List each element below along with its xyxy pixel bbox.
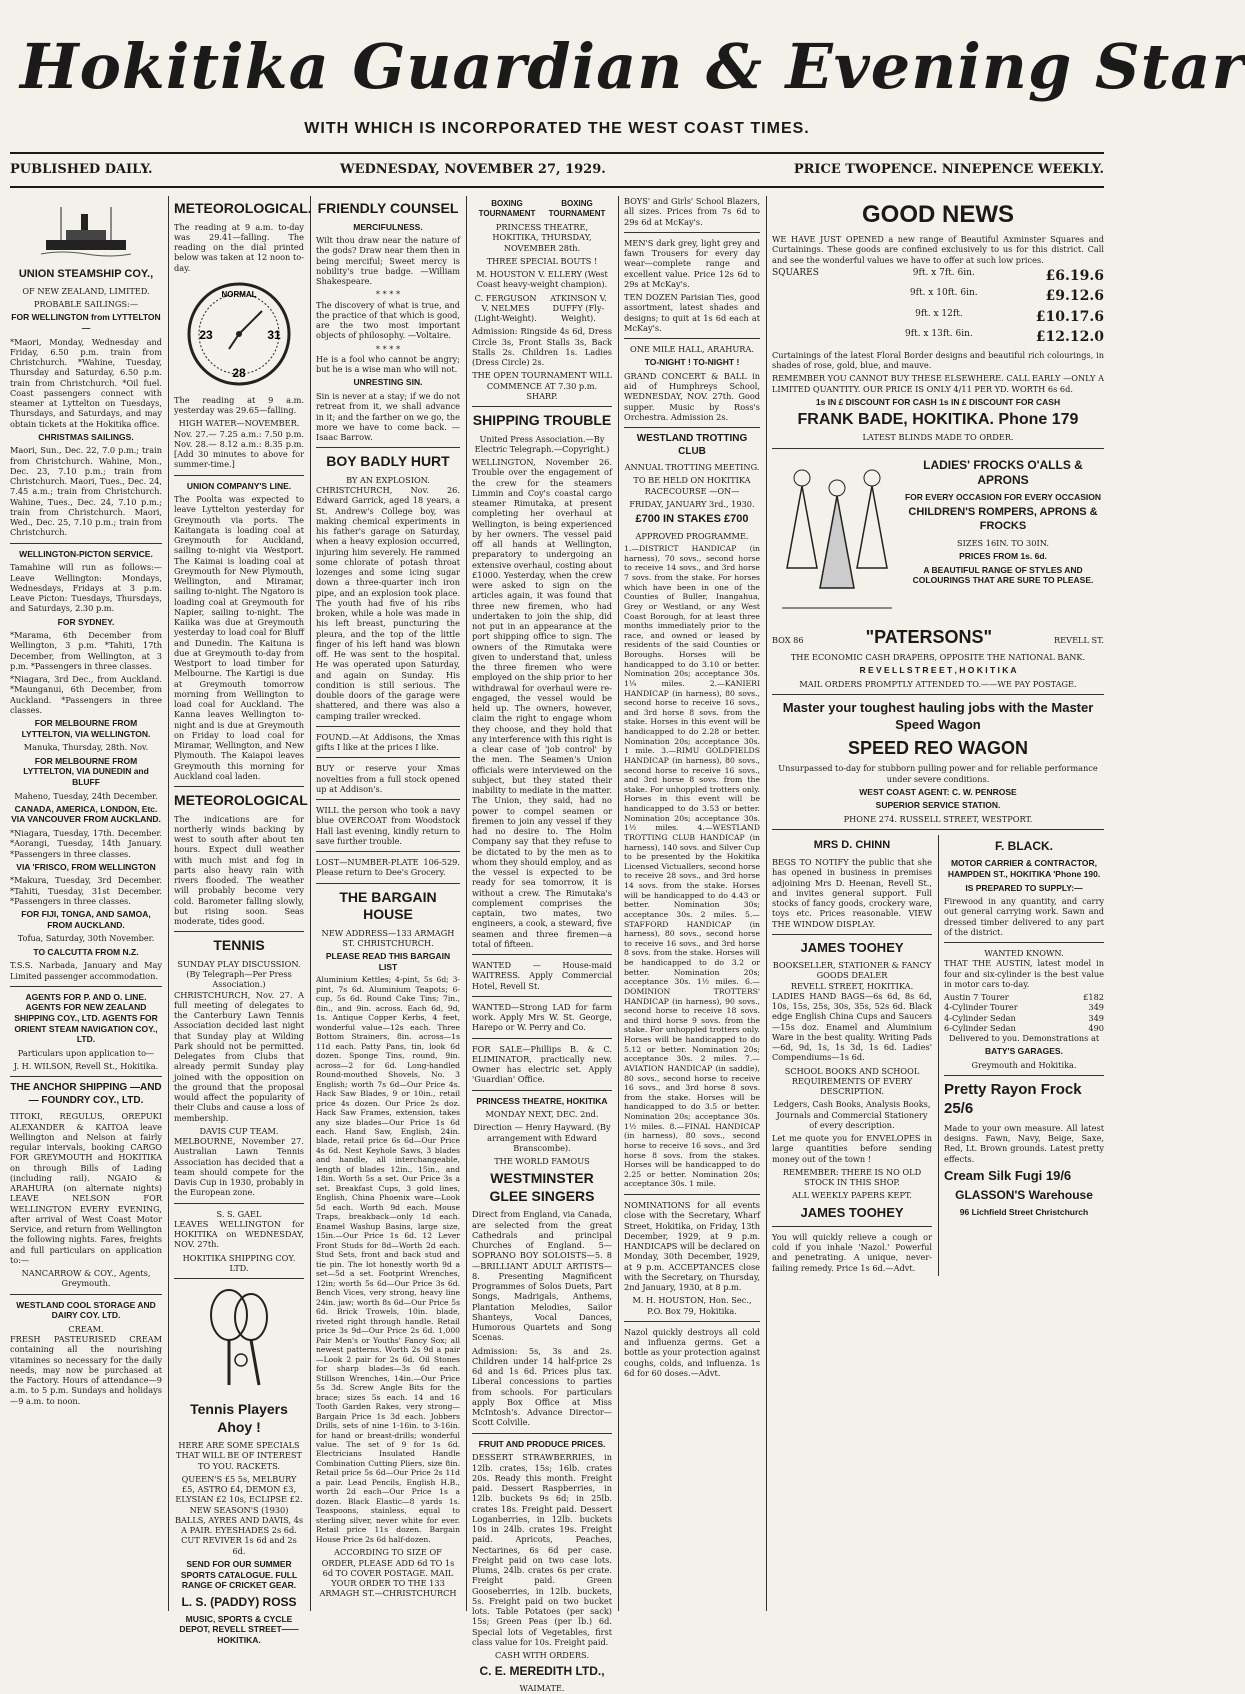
melbourne1-heading: FOR MELBOURNE FROM LYTTELTON, VIA WELLINGTON. xyxy=(21,718,151,739)
princess-date: MONDAY NEXT, DEC. 2nd. xyxy=(485,1109,599,1120)
superior-station: SUPERIOR SERVICE STATION. xyxy=(875,800,1001,811)
stars-divider: * * * * xyxy=(375,289,401,300)
remember-old-stock: REMEMBER: THERE IS NO OLD STOCK IN THIS SHOP. xyxy=(782,1166,922,1187)
chinn-heading: MRS D. CHINN xyxy=(813,839,891,852)
wanted-lad: WANTED—Strong LAD for farm work. Apply Mrs W. St. George, Harepo or W. Perry and Co. xyxy=(472,1001,612,1033)
anchor-heading: THE ANCHOR SHIPPING —AND— FOUNDRY COY., LTD. xyxy=(10,1082,162,1106)
divider xyxy=(624,427,760,428)
frisco-text: *Makura, Tuesday, 3rd December. *Tahiti, Tuesday, 31st December. *Passengers in three classes. xyxy=(10,875,162,906)
handbags-text: LADIES HAND BAGS—6s 6d, 8s 6d, 10s, 15s, 25s, 30s, 35s, 52s 6d. Black edge English China Cups and Saucers—15s doz. Enamel and Aluminium Ware in the best quality. Writing Pads—6d, 9d, 1s, 1s 3d, 1s 6d. Ladies' Compendiums—1s 6d. xyxy=(772,990,932,1063)
childrens-heading: CHILDREN'S ROMPERS, APRONS & FROCKS xyxy=(908,506,1098,532)
high-water-text: Nov. 27.— 7.25 a.m.: 7.50 p.m. Nov. 28.— 8.12 a.m.: 8.35 p.m. [Add 30 minutes to above for summer-time.] xyxy=(174,428,304,470)
nazol-ad-2: You will quickly relieve a cough or cold if you inhale 'Nazol.' Powerful and penetrating. A unique, never-failing remedy. Price 1s 6d.—Advt. xyxy=(772,1231,932,1273)
divider xyxy=(316,883,460,884)
ladies-sub: FOR EVERY OCCASION FOR EVERY OCCASION xyxy=(904,491,1101,502)
meteorological-2-heading: METEOROLOGICAL xyxy=(174,792,308,809)
wilson-text: J. H. WILSON, Revell St., Hokitika. xyxy=(13,1061,159,1072)
car-name: 4-Cylinder Sedan xyxy=(944,1012,1016,1023)
friendly-counsel-heading: FRIENDLY COUNSEL xyxy=(317,200,459,216)
gael-text: LEAVES WELLINGTON for HOKITIKA on WEDNESDAY, NOV. 27th. xyxy=(174,1218,304,1250)
newspaper-subtitle: WITH WHICH IS INCORPORATED THE WEST COAST TIMES. xyxy=(304,120,810,137)
bouts-text: THREE SPECIAL BOUTS ! xyxy=(486,255,598,266)
column-boxing xyxy=(472,196,612,1694)
column-advertisements xyxy=(772,196,1104,1611)
divider xyxy=(472,996,612,997)
nancarrow-text: NANCARROW & COY., Agents, Greymouth. xyxy=(21,1268,151,1289)
xmas-text: Maori, Sun., Dec. 22, 7.0 p.m.; train from Christchurch. Wahine, Mon., Dec. 23, 7.10 p.m.; train from Christchurch. Maori, Tues., Dec. 24, 7.45 a.m.; train from Christchurch. Wahine, Tues., Dec. 24, 7.10 p.m.; train from Christchurch. Maori, Wed., Dec. 25, 7.10 p.m.; train from Christchurch. xyxy=(10,445,162,538)
boy-hurt-heading: BOY BADLY HURT xyxy=(326,453,450,470)
union-steamship-heading: UNION STEAMSHIP COY., xyxy=(18,268,154,280)
xmas-heading: CHRISTMAS SAILINGS. xyxy=(38,431,134,442)
squares-price-list xyxy=(772,268,1104,347)
prepared-text: IS PREPARED TO SUPPLY:— xyxy=(965,882,1083,893)
square-price: £12.12.0 xyxy=(1035,329,1104,346)
dial-left-label: 23 xyxy=(199,327,213,342)
open-text: THE OPEN TOURNAMENT WILL COMMENCE AT 7.30 p.m. SHARP. xyxy=(472,370,612,401)
dateline xyxy=(10,160,1104,182)
discount-text: 1s IN £ DISCOUNT FOR CASH 1s IN £ DISCOUNT FOR CASH xyxy=(815,396,1061,407)
found-text: FOUND.—At Addisons, the Xmas gifts I like at the prices I like. xyxy=(316,731,460,752)
issue-date: WEDNESDAY, NOVEMBER 27, 1929. xyxy=(340,162,606,177)
approved-programme: APPROVED PROGRAMME. xyxy=(635,530,749,541)
unresting-text: Sin is never at a stay; if we do not retreat from it, we shall advance in it; and the farther on we go, the more we have to come back. —Isaac Barrow. xyxy=(316,391,460,442)
car-price: 349 xyxy=(1088,1002,1104,1013)
houston-secretary: M. H. HOUSTON, Hon. Sec., P.O. Box 79, Hokitika. xyxy=(632,1295,752,1316)
masthead-rule-top xyxy=(10,152,1104,154)
square-price-row xyxy=(772,268,1104,286)
bargain-list-heading: PLEASE READ THIS BARGAIN LIST xyxy=(325,951,451,972)
divider xyxy=(316,447,460,448)
programme-text: 1.—DISTRICT HANDICAP (in harness), 70 sovs., second horse to receive 14 sovs., and 3rd horse 7 sovs. from the stake. For horses which have been in one of the Counties of Buller, Inangahua, Grey or Westland, or any West Coast Borough, for at least three months immediately prior to the race, and owned or leased by residents of the said Counties or Boroughs. Horses will be handicapped to do 3.10 or better. Nomination 20s; acceptance 30s. 1¼ miles. 2.—KANIERI HANDICAP (in harness), 80 sovs., second horse to receive 16 sovs., and 3rd horse 8 sovs. from the stake. Horses in this event will be handicapped to do 2.28 or better. Nomination 20s; acceptance 30s. 1 mile. 3.—RIMU GOLDFIELDS HANDICAP (in harness), 80 sovs., second horse to receive 16 sovs., and 3rd horse 8 sovs. from the stake. For unhoppled trotters only. Horses in this event will be handicapped to do 3.53 or better. Nomination 20s; acceptance 30s. 1½ miles. 4.—WESTLAND TROTTING CLUB HANDICAP (in harness), 140 sovs. and Silver Cup to be presented by the Hokitika Licensed Victuallers, second horse to receive 28 sovs., and 3rd horse 14 sovs. from the stake. Horses will be handicapped to do 4.43 or better. Nomination 30s; acceptance 30s. 2 miles. 5.—STAFFORD HANDICAP (in harness), 80 sovs., second horse to receive 16 sovs., and 3rd horse 8 sovs. from the stake. Horses will be handicapped to do 3.2 or better. Nomination 20s; acceptance 30s. 1½ miles. 6.—DOMINION TROTTERS' HANDICAP (in harness), 90 sovs., second horse to receive 18 sovs. and third horse 9 sovs. from the stake. For unhoppled trotters only. Horses will be handicapped to do 5.12 or better. Nomination 20s; acceptance 30s. 2 miles. 7.—AVIATION HANDICAP (in saddle), 80 sovs., second horse to receive 16 sovs., and 3rd horse 8 sovs. from the stake. Horses will be handicapped to do 3.5 or better. Nomination 20s; acceptance 30s. 1½ miles. 8.—FINAL HANDICAP (in harness), 80 sovs., second horse to receive 16 sovs., and 3rd horse 8 sovs. from the stakes. Horses will be handicapped to do 2.25 or better. Nomination 20s; acceptance 30s. 1 mile. xyxy=(624,544,760,1189)
divider xyxy=(174,475,304,476)
divider xyxy=(624,1194,760,1195)
squares-label xyxy=(772,309,842,327)
agents-text: AGENTS FOR P. AND O. LINE. AGENTS FOR NEW ZEALAND SHIPPING COY., LTD. AGENTS FOR ORIENT STEAM NAVIGATION COY., LTD. xyxy=(14,991,158,1045)
patersons-row xyxy=(772,622,1104,653)
canada-heading: CANADA, AMERICA, LONDON, Etc. VIA VANCOUVER FROM AUCKLAND. xyxy=(11,803,161,825)
fiji-heading: FOR FIJI, TONGA, AND SAMOA, FROM AUCKLAND. xyxy=(21,909,151,930)
school-books-text: SCHOOL BOOKS AND SCHOOL REQUIREMENTS OF EVERY DESCRIPTION. xyxy=(784,1065,920,1096)
tennis-players-text: HERE ARE SOME SPECIALS THAT WILL BE OF INTEREST TO YOU. RACKETS. xyxy=(176,1440,302,1471)
waimate-text: WAIMATE. xyxy=(519,1683,565,1694)
divider xyxy=(174,786,304,787)
rackets-text: QUEEN'S £5 5s, MELBURY £5, ASTRO £4, DEMON £3, ELYSIAN £2 10s, ECLIPSE £2. NEW SEASON'S (1930) BALLS, AYRES AND DAVIS, 4s A PAIR. EYESHADES 2s 6d. CUT REVIVER 1s 6d and 2s 6d. xyxy=(174,1473,304,1556)
wanted-known: WANTED KNOWN. xyxy=(984,948,1064,959)
divider xyxy=(944,1075,1104,1076)
cream-text: FRESH PASTEURISED CREAM containing all the nourishing vitamines so necessary for the daily needs, may now be purchased at the Factory. Hours of attendance—9 a.m. to 5 p.m. Sundays and holidays—9 a.m. to noon. xyxy=(10,1334,162,1406)
car-price-row xyxy=(944,1013,1104,1023)
merciful-text: Wilt thou draw near the nature of the gods? Draw near them then in being merciful; Sweet mercy is nobility's true badge. —William Shakespeare. xyxy=(316,235,460,287)
car-price: 349 xyxy=(1088,1012,1104,1023)
boy-hurt-sub: BY AN EXPLOSION. xyxy=(346,474,430,485)
westland-cool-heading: WESTLAND COOL STORAGE AND DAIRY COY. LTD. xyxy=(16,1299,156,1321)
divider xyxy=(772,934,932,935)
divider xyxy=(10,1294,162,1295)
car-name: 6-Cylinder Sedan xyxy=(944,1022,1016,1033)
held-on: TO BE HELD ON HOKITIKA RACECOURSE —ON— xyxy=(633,475,751,496)
column-divider xyxy=(618,196,619,1611)
nazol-ad: Nazol quickly destroys all cold and influenza germs. Get a bottle as your protection against coughs, colds, and influenza. 1s 6d for 60 doses.—Advt. xyxy=(624,1326,760,1378)
merciful-heading: MERCIFULNESS. xyxy=(353,221,423,232)
column-shipping xyxy=(10,196,162,1611)
divider xyxy=(624,232,760,233)
fool-text: He is a fool who cannot be angry; but he is a wise man who will not. xyxy=(316,353,460,375)
masthead xyxy=(0,0,1245,190)
dial-right-label: 31 xyxy=(267,327,281,342)
princess-direction: Direction — Henry Hayward. (By arrangement with Edward Branscombe). xyxy=(473,1122,611,1153)
ferguson-bout: C. FERGUSON V. NELMES (Light-Weight). xyxy=(474,292,537,323)
car-price-row xyxy=(944,1002,1104,1012)
car-price-row xyxy=(944,992,1104,1002)
square-price: £6.19.6 xyxy=(1045,267,1104,284)
tennis-text: CHRISTCHURCH, Nov. 27. A full meeting of delegates to the Canterbury Lawn Tennis Association decided last night that Sunday play at Wilding Park should not be permitted. Delegates from Clubs that already permit Sunday play joined with the opposition on the ground that the proposal would affect the popularity of their Clubs and cause a loss of membership. xyxy=(174,989,304,1123)
canada-text: *Niagara, Tuesday, 17th. December. *Aorangi, Tuesday, 14th January. *Passengers in three classes. xyxy=(10,828,162,859)
tennis-players-heading: Tennis Players Ahoy ! xyxy=(190,1401,288,1435)
princess-heading: PRINCESS THEATRE, HOKITIKA xyxy=(476,1095,608,1106)
austin-text: THAT THE AUSTIN, latest model in four and six-cylinder is the best value in motor cars to-day. xyxy=(944,958,1104,989)
melbourne2-heading: FOR MELBOURNE FROM LYTTELTON, VIA DUNEDIN and BLUFF xyxy=(23,755,149,787)
picton-heading: WELLINGTON-PICTON SERVICE. xyxy=(19,548,153,559)
firewood-text: Firewood in any quantity, and carry out general carrying work. Sawn and dressed timber delivered to any part of the district. xyxy=(944,896,1104,937)
world-famous: THE WORLD FAMOUS xyxy=(494,1156,590,1167)
union-line-text: The Poolta was expected to leave Lyttelton yesterday for Greymouth via ports. The Kaitangata is loading coal at Greymouth for Auckland, sailing to-night via Westport. The Kaimai is loading coal at Greymouth for New Plymouth, Wellington, and Miramar, sailing to-night. The Ngatoro is loading coal at Greymouth for Napier, sailing to-night. The Kaiika was due at Greymouth yesterday to load coal for Bluff and Dunedin. The Kaituna is due at Greymouth to-day from Westport to load timber for Melbourne. The Kartigi is due at Greymouth tomorrow morning from Wellington to load coal for Auckland. The Kanna leaves Wellington to-night and is due at Greymouth on Friday to load coal for Miramar, Wellington, and New Plymouth. The Kaiapoi leaves Greymouth this morning for Auckland coal laden. xyxy=(174,494,304,781)
apply-text: Particulars upon application to— xyxy=(17,1047,155,1058)
column-divider xyxy=(466,196,467,1611)
black-glassons-column xyxy=(938,835,1104,1276)
steamship-icon xyxy=(41,202,131,262)
westminster-heading: WESTMINSTER GLEE SINGERS xyxy=(489,1170,595,1204)
car-price: 490 xyxy=(1088,1022,1104,1033)
divider xyxy=(944,942,1104,943)
good-news-heading: GOOD NEWS xyxy=(861,201,1014,228)
nominations-text: NOMINATIONS for all events close with the Secretary, Wharf Street, Hokitika, on Friday, 13th December, 1929, at 9 p.m. HANDICAPS will be declared on Monday, 30th December, 1929, at 9 p.m. ACCEPTANCES close with the Secretary, on Thursday, 2nd January, 1930, at 8 p.m. xyxy=(624,1200,760,1292)
column-divider xyxy=(310,196,311,1611)
curtain-text: Curtainings of the latest Floral Border designs and beautiful rich colourings, in shades of rose, gold, blue, and mauve. xyxy=(772,349,1104,370)
meteorological-heading: METEOROLOGICAL. xyxy=(174,200,312,216)
speed-reo-heading: SPEED REO WAGON xyxy=(847,737,1029,758)
toohey-address: REVELL STREET, HOKITIKA. xyxy=(790,980,914,991)
divider xyxy=(316,799,460,800)
glee-text: Direct from England, via Canada, are selected from the great Cathedrals and principal Churches of England. 5—SOPRANO BOY SOLOISTS—5. 8—BRILLIANT ADULT ARTISTS—8. Presenting Magnificent Programmes of Solos Duets, Part Songs, Madrigals, Anthems, Plantation Melodies, Sailor Shanteys, Vocal Dances, Humorous Quartets and Song Scenas. xyxy=(472,1209,612,1343)
car-price-row xyxy=(944,1023,1104,1033)
squares-label xyxy=(772,329,842,347)
newspaper-title: Hokitika Guardian & Evening Star xyxy=(20,30,1245,103)
sizes-text: SIZES 16IN. TO 30IN. xyxy=(957,537,1049,548)
high-water-heading: HIGH WATER—NOVEMBER. xyxy=(178,418,300,429)
square-price-row xyxy=(772,309,1104,327)
frisco-heading: VIA 'FRISCO, FROM WELLINGTON xyxy=(16,861,156,872)
column-meteorological xyxy=(174,196,312,1645)
greymouth-text: Greymouth and Hokitika. xyxy=(971,1060,1077,1070)
divider xyxy=(772,829,1104,830)
column-trotting xyxy=(624,196,760,1611)
fiji-text: Tofua, Saturday, 30th November. xyxy=(17,933,155,944)
economic-drapers: THE ECONOMIC CASH DRAPERS, OPPOSITE THE NATIONAL BANK. xyxy=(790,652,1086,663)
tonight-text: TO-NIGHT ! TO-NIGHT ! xyxy=(644,357,740,368)
grand-concert: GRAND CONCERT & BALL in aid of Humphreys School, WEDNESDAY, NOV. 27th. Good supper. Music by Ross's Orchestra. Admission 2s. xyxy=(624,370,760,422)
tennis-racket-icon xyxy=(199,1285,279,1395)
boxing-sub: PRINCESS THEATRE, HOKITIKA, THURSDAY, NOVEMBER 28th. xyxy=(492,222,592,253)
admission-text: Admission: Ringside 4s 6d, Dress Circle 3s, Front Stalls 3s, Back Stalls 2s. Children 1s. Ladies (Dress Circle) 2s. xyxy=(472,326,612,367)
cash-text: CASH WITH ORDERS. xyxy=(495,1650,589,1660)
frank-bade-heading: FRANK BADE, HOKITIKA. Phone 179 xyxy=(797,411,1079,429)
square-size: 9ft. x 10ft. 6in. xyxy=(909,288,978,299)
sydney-text: *Marama, 6th December from Wellington, 3 p.m. *Tahiti, 17th December, from Wellington, at 3 p.m. *Passengers in three classes. xyxy=(10,630,162,671)
lichfield-text: 96 Lichfield Street Christchurch xyxy=(959,1207,1089,1217)
divider xyxy=(624,1321,760,1322)
envelopes-text: Let me quote you for ENVELOPES in large quantities before sending money out of the town ! xyxy=(772,1133,932,1164)
batys-garages: BATY'S GARAGES. xyxy=(985,1046,1063,1057)
boxing-headings xyxy=(472,196,612,222)
tennis-sub: SUNDAY PLAY DISCUSSION. xyxy=(177,958,301,969)
davis-heading: DAVIS CUP TEAM. xyxy=(199,1125,279,1136)
stakes-heading: £700 IN STAKES £700 xyxy=(635,513,749,526)
fruit-heading: FRUIT AND PRODUCE PRICES. xyxy=(478,1438,606,1449)
divider xyxy=(772,694,1104,695)
car-name: Austin 7 Tourer xyxy=(944,992,1009,1003)
wellington-text: *Maori, Monday, Wednesday and Friday, 6.50 p.m. train from Christchurch. *Wahine, Tuesday, Thursday and Saturday, 6.50 p.m. train from Christchurch. *Oil fuel. Coast passengers connect with steamer at Lyttelton on Tuesdays, Thursdays, and Saturdays, and may obtain tickets at the Hokitika office. xyxy=(10,336,162,429)
blinds-text: LATEST BLINDS MADE TO ORDER. xyxy=(862,432,1014,443)
chinn-toohey-column xyxy=(772,835,932,1276)
divider xyxy=(472,406,612,407)
divider xyxy=(624,338,760,339)
bargain-address: NEW ADDRESS—133 ARMAGH ST. CHRISTCHURCH. xyxy=(321,927,455,948)
column-divider xyxy=(168,196,169,1611)
divider xyxy=(472,1433,612,1434)
stars-divider: * * * * xyxy=(375,343,401,354)
for-sale: FOR SALE—Phillips B. & C. ELIMINATOR, practically new. Owner has electric set. Apply 'Guardian' Office. xyxy=(472,1043,612,1085)
bottom-ads xyxy=(772,835,1104,1276)
shipping-trouble-heading: SHIPPING TROUBLE xyxy=(472,412,612,428)
column-divider xyxy=(766,196,767,1611)
ten-dozen-ties: TEN DOZEN Parisian Ties, good assortment, latest shades and designs; to quit at 1s 6d each at McKay's. xyxy=(624,292,760,333)
square-size: 9ft. x 13ft. 6in. xyxy=(905,329,973,340)
divider xyxy=(316,851,460,852)
divider xyxy=(472,1038,612,1039)
annual-meeting: ANNUAL TROTTING MEETING. xyxy=(624,462,760,473)
mail-orders: MAIL ORDERS PROMPTLY ATTENDED TO.——WE PAY POSTAGE. xyxy=(799,679,1077,689)
niagara-text: *Niagara, 3rd Dec., from Auckland. *Maunganui, 6th December, from Auckland. *Passengers in three classes. xyxy=(10,674,162,715)
chinn-text: BEGS TO NOTIFY the public that she has opened in business in premises adjoining Mrs D. Heenan, Revell St., and invites general support. Full stocks of fancy goods, crockery ware, toys etc. Prices reasonable. VIEW THE WINDOW DISPLAY. xyxy=(772,857,932,929)
divider xyxy=(10,986,162,987)
patersons-ad xyxy=(772,454,1104,622)
column-friendly-counsel xyxy=(316,196,460,1611)
toohey-heading: JAMES TOOHEY xyxy=(800,939,904,955)
remember-text: REMEMBER YOU CANNOT BUY THESE ELSEWHERE. CALL EARLY —ONLY A LIMITED QUANTITY. OUR PRICE IS ONLY 4/11 PER YD. WORTH 6s 6d. xyxy=(772,373,1104,394)
divider xyxy=(472,954,612,955)
bouts-row xyxy=(472,293,612,327)
divider xyxy=(10,1076,162,1077)
dial-top-label: NORMAL xyxy=(221,289,257,299)
picton-text: Tamahine will run as follows:— Leave Wellington: Mondays, Wednesdays, Fridays at 3 p.m. Leave Picton: Tuesdays, Thursdays, and Saturdays, 2.30 p.m. xyxy=(10,562,162,614)
box-number: BOX 86 xyxy=(772,634,804,645)
pretty-text: Made to your own measure. All latest designs. Fawn, Navy, Beige, Saxe, Red, Lt. Brown grounds. Latest pretty effects. xyxy=(944,1122,1104,1164)
black-sub: MOTOR CARRIER & CONTRACTOR, HAMPDEN ST., HOKITIKA 'Phone 190. xyxy=(947,858,1101,879)
delivered-text: Delivered to you. Demonstrations at xyxy=(948,1033,1100,1044)
bargain-footer: ACCORDING TO SIZE OF ORDER, PLEASE ADD 6d TO 1s 6d TO COVER POSTAGE. MAIL YOUR ORDER TO THE 133 ARMAGH ST.—CHRISTCHURCH xyxy=(319,1547,457,1599)
lost-text: LOST—NUMBER-PLATE 106-529. Please return to Dee's Grocery. xyxy=(316,857,460,878)
cream-silk-heading: Cream Silk Fugi 19/6 xyxy=(944,1167,1072,1183)
ledgers-text: Ledgers, Cash Books, Analysis Books, Journals and Commercial Stationery of every description. xyxy=(773,1099,931,1130)
wanted-housemaid: WANTED — House-maid WAITRESS. Apply Commercial Hotel, Revell St. xyxy=(472,960,612,991)
square-price: £9.12.6 xyxy=(1045,288,1104,305)
meteorological-text-2: The reading at 9 a.m. yesterday was 29.65—falling. xyxy=(174,394,304,415)
divider xyxy=(10,543,162,544)
unsurpassed-text: Unsurpassed to-day for stubborn pulling power and for reliable performance under severe conditions. xyxy=(778,763,1098,784)
beautiful-range-text: A BEAUTIFUL RANGE OF STYLES AND COLOURINGS THAT ARE SURE TO PLEASE. xyxy=(912,564,1094,586)
ladies-figures-illustration xyxy=(772,458,902,618)
square-size: 9ft. x 12ft. xyxy=(915,308,963,319)
car-price: £182 xyxy=(1083,992,1104,1003)
melbourne2-text: Maheno, Tuesday, 24th December. xyxy=(14,790,158,801)
tennis-heading: TENNIS xyxy=(213,937,265,954)
master-heading: Master your toughest hauling jobs with the Master Speed Wagon xyxy=(782,700,1094,732)
square-size: 9ft. x 7ft. 6in. xyxy=(912,267,975,278)
divider xyxy=(772,448,1104,449)
divider xyxy=(174,1278,304,1279)
meteorological-text: The reading at 9 a.m. to-day was 29.41—falling. The reading on the dial printed below was taken at 12 noon to-day. xyxy=(174,221,304,273)
black-heading: F. BLACK. xyxy=(995,839,1053,854)
cream-heading: CREAM. xyxy=(68,1323,104,1334)
issue-price: PRICE TWOPENCE. NINEPENCE WEEKLY. xyxy=(793,162,1104,177)
cars-price-list xyxy=(944,992,1104,1033)
union-line-heading: UNION COMPANY'S LINE. xyxy=(186,480,292,491)
shipping-text: WELLINGTON, November 26. Trouble over the engagement of the crew for the steamers Limmin and Coy's coastal cargo steamer Rimutaka, at present completing her overhaul at Wellington, is being experienced by her owners. The vessel paid off all hands at Wellington, preparatory to undergoing an extensive overhaul, costing about £1000. Yesterday, when the crew were asked to sign on the articles again, it was found that three new firemen, who had undertaken to join the ship, did not put in an appearance at the port shipping office to sign. The owners of the Rimutaka were given to understand that, unless the three firemen who were employed on the ship prior to her withdrawal for overhaul were re-engaged, the vessel would be held up. The owners, however, claim the right to engage whom they choose, and they hold that any interference with this right is a clear case of 'job control' by the men. The Seamen's Union officials were interviewed on the subject, but they stated their inability to mediate in the matter. The Union, they said, had no power to compel seamen or firemen to join any vessel if they had no desire to. The Holm Company say that they refuse to be dictated to by the men as to whom they should employ, and as the vessel is expected to be ready for sea tomorrow, it is without a crew. The Rimutaka's complement comprises the captain, two mates, two engineers, a cook, a steward, five seamen and three firemen—a total of fifteen. xyxy=(472,457,612,949)
gael-company: HOKITIKA SHIPPING COY. LTD. xyxy=(182,1252,296,1273)
revell-hokitika: R E V E L L S T R E E T , H O K I T I K A xyxy=(859,665,1017,676)
sydney-heading: FOR SYDNEY. xyxy=(57,616,115,627)
gael-heading: S. S. GAEL xyxy=(216,1208,262,1219)
square-price-row xyxy=(772,329,1104,347)
barometer-dial-icon xyxy=(184,279,294,389)
divider xyxy=(174,1203,304,1204)
masthead-rule-bottom xyxy=(10,186,1104,188)
squares-label: SQUARES xyxy=(772,267,819,278)
anchor-text: TITOKI, REGULUS, OREPUKI ALEXANDER & KAITOA leave Wellington and Nelson at fairly regular intervals, booking CARGO FOR GREYMOUTH and HOKITIKA on through Bills of Lading (including rail). NGAIO & ARAHURA (on alternate nights) LEAVE NELSON FOR WELLINGTON EVERY EVENING, after arrival of West Coast Motor Service, and return from Wellington the following nights. Fares, freights and full particulars on application to:— xyxy=(10,1111,162,1265)
union-steamship-sub: OF NEW ZEALAND, LIMITED. xyxy=(22,285,150,296)
sailings-heading: PROBABLE SAILINGS:— xyxy=(33,299,139,309)
hall-heading: ONE MILE HALL, ARAHURA. xyxy=(630,344,754,354)
pretty-rayon-heading: Pretty Rayon Frock 25/6 xyxy=(944,1081,1082,1117)
ladies-frocks-heading: LADIES' FROCKS O'ALLS & APRONS xyxy=(923,457,1083,487)
ross-heading: L. S. (PADDY) ROSS xyxy=(181,1594,297,1609)
patersons-heading: "PATERSONS" xyxy=(865,626,993,647)
meteorological-2-text: The indications are for northerly winds backing by west to south after about ten hours. Expect dull weather with much mist and fog in parts also heavy rain with rivers flooded. The weather will probably become very cold. Barometer falling slowly, but rising soon. Seas moderate, tides good. xyxy=(174,813,304,927)
revell-st: REVELL ST. xyxy=(1054,634,1104,645)
fruit-text: DESSERT STRAWBERRIES, in 12lb. crates, 15s; 16lb. crates 20s. Ready this month. Freight paid. Dessert Raspberries, in 12lb. buckets 9s 6d; in 25lb. crates 18s. Freight paid. Dessert Loganberries, in 12lb. buckets 10s in 24lb. crates 19s. Freight paid. Apricots, Peaches, Nectarines, 6s 6d per case. Freight paid on two case lots. Plums, 24lb. crates 6s per crate. Freight paid. Green Gooseberries, in 12lb. buckets, 5s. Freight paid on two bucket lots. Table Potatoes (per sack) 15s; Green Peas (per lb.) 6d. Special lots of Vegetables, first class value for 10s. Freight paid. xyxy=(472,1452,612,1647)
square-price: £10.17.6 xyxy=(1035,308,1104,325)
boxing-heading-2: BOXING TOURNAMENT xyxy=(548,199,606,218)
divider xyxy=(174,931,304,932)
boxing-heading-1: BOXING TOURNAMENT xyxy=(478,199,536,218)
trotting-heading: WESTLAND TROTTING CLUB xyxy=(636,433,748,457)
melbourne1-text: Manuka, Thursday, 28th. Nov. xyxy=(23,742,149,753)
car-name: 4-Cylinder Tourer xyxy=(944,1002,1018,1013)
catalogue-text: SEND FOR OUR SUMMER SPORTS CATALOGUE. FULL RANGE OF CRICKET GEAR. xyxy=(180,1558,298,1591)
divider xyxy=(316,726,460,727)
toohey-footer: JAMES TOOHEY xyxy=(800,1204,904,1220)
wellington-heading: FOR WELLINGTON from LYTTELTON— xyxy=(11,312,161,333)
unresting-heading: UNRESTING SIN. xyxy=(353,377,423,388)
houston-bout: M. HOUSTON V. ELLERY (West Coast heavy-weight champion). xyxy=(476,269,608,290)
will-text: WILL the person who took a navy blue OVERCOAT from Woodstock Hall last evening, kindly return to save further trouble. xyxy=(316,805,460,846)
boys-blazers: BOYS' and Girls' School Blazers, all sizes. Prices from 7s 6d to 29s 6d at McKay's. xyxy=(624,196,760,227)
divider xyxy=(472,1090,612,1091)
mens-trousers: MEN'S dark grey, light grey and fawn Trousers for every day wear—complete range and excellent value. Price 12s 6d to 29s at McKay's. xyxy=(624,237,760,289)
shipping-by: United Press Association.—By Electric Telegraph.—Copyright.) xyxy=(474,433,610,454)
davis-text: MELBOURNE, November 27. Australian Lawn Tennis Association has decided that a team should compete for the Davis Cup in 1930, probably in the European zone. xyxy=(174,1136,304,1198)
calcutta-heading: TO CALCUTTA FROM N.Z. xyxy=(33,946,139,957)
prices-from-text: PRICES FROM 1s. 6d. xyxy=(959,551,1047,561)
friday-date: FRIDAY, JANUARY 3rd., 1930. xyxy=(629,498,755,509)
glassons-heading: GLASSON'S Warehouse xyxy=(955,1188,1093,1202)
weekly-papers: ALL WEEKLY PAPERS KEPT. xyxy=(792,1190,912,1201)
toohey-sub: BOOKSELLER, STATIONER & FANCY GOODS DEALER xyxy=(772,960,932,981)
buy-text: BUY or reserve your Xmas novelties from a full stock opened up at Addison's. xyxy=(316,763,460,794)
bargain-text: Aluminium Kettles; 4-pint, 5s 6d; 3-pint, 7s 6d. Aluminium Teapots; 6-cup, 5s 6d. Round Cake Tins; 7in., 8in., and 9in. across. Each 6d, 9d, 1s. Antique Copper Kerbs, 4 feet, wonderful value—12s each. Three Bottom Strainers, 8in. across—1s 11d each. Patty Pans, tin, look 6d dozen. Sponge Tins, round, 9in. across—2 for 6d. Long-handled Round-mouthed Shovels, No. 3 English; worth 7s 6d—Our Price 4s. Hack Saw Blades, 9 or 10in., retail price 4s dozen. Our Price 2s doz. Hack Saw Frames, extension, takes any size blades—Our Price 1s 6d each. Hand Saw, English, 24in. blade, retail price 6s 6d—Our Price 4s 6d. Nest Keyhole Saws, 3 blades and handle, all interchangeable, length of blades 12in., 15in., and 18in. Worth 5s a set. Our Price 3s a set. Breakfast Cups, 3 gold lines, English, China Phoenix ware—Look 5d each. Worth 9d each. Mouse Traps, breakback—only 1d each. Enamel Washup Basins, large size, 15in.—Our Price 1s 6d. 12 Lever Front Studs for 8d—Worth 2d each. Stud Sets, front and back stud and tie pin. The lot honestly worth 9d a set—5d a set. Footprint Wrenches, 12in; worth 5s 6d—Our Price 3s 6d. Bench Vices, very strong, heavy line 24in. jaw; worth 8s 6d—Our Price 5s 6d. Brick Trowels, 10in. blade, riveted right through handle. Retail price 3s 9d—Our Price 2s 6d. 1,000 Pair Men's or Youths' Fancy Sox; all newest patterns. Worth 2s 9d a pair—Look 2 pair for 2s 6d. Oil Stones for sharp blades—3s 6d each. Stillson Wrenches, 14in.—Our Price 5s 3d. Screw Angle Bits for the brace; sizes 5s each. 14 and 16 Tooth Garden Rakes, very strong—Bargain Price 1s 3d each. Jobbers Drills, sets of nine 1-16in. to 3-16in. for hand or breast-drills; wonderful value. The set of 9 for 1s 6d. Electricians Insulated Handle Combination Cutting Pliers, size 8in. Retail price 5s 6d—Our Price 2s 11d a pair. Lead Pencils, English H.B., worth 2d each—Our Price 1s a dozen. Black Elastic—8 yards 1s. Teaspoons, stainless, equal to sterling silver, never white for ever. Retail price 11s dozen. Bargain House Price 2s 6d half-dozen. xyxy=(316,975,460,1544)
penrose-phone: PHONE 274. RUSSELL STREET, WESTPORT. xyxy=(843,814,1033,824)
divider xyxy=(316,757,460,758)
discovery-text: The discovery of what is true, and the practice of that which is good, are the two most important objects of philosophy. —Voltaire. xyxy=(316,299,460,341)
boy-hurt-text: CHRISTCHURCH, Nov. 26. Edward Garrick, aged 18 years, a St. Andrew's College boy, was making chemical experiments in his father's garage on Saturday, when a heavy explosion occurred, injuring him severely. He rammed some chlorate of potash throat lozenges and some icing sugar down a three-quarter inch iron pipe, and an explosion took place. The youth had five of his ribs broken, while a hole was made in his left breast, puncturing the pleura, and the top of the little finger of his left hand was blown off. He was sent to the hospital. He was operated upon Saturday, and again on Sunday. His condition is still serious. The double doors of the garage were shattered, and there was also a camping trailer wrecked. xyxy=(316,485,460,721)
glee-admission: Admission: 5s, 3s and 2s. Children under 14 half-price 2s 6d and 1s 6d. Prices plus tax. Liberal concessions to parties from schools. For particulars apply Box Office at Miss McIntosh's. Advance Director—Scott Colville. xyxy=(472,1345,612,1428)
calcutta-text: T.S.S. Narbada, January and May Limited passenger accommodation. xyxy=(10,960,162,981)
published-daily: PUBLISHED DAILY. xyxy=(10,162,153,177)
west-coast-agent: WEST COAST AGENT: C. W. PENROSE xyxy=(859,786,1017,797)
atkinson-bout: ATKINSON V. DUFFY (Fly-Weight). xyxy=(550,292,607,323)
good-news-text: WE HAVE JUST OPENED a new range of Beautiful Axminster Squares and Curtainings. These goods are confined exclusively to us for this district. Call and see the wonderful values we have to offer at such low prices. xyxy=(772,234,1104,265)
meredith-heading: C. E. MEREDITH LTD., xyxy=(479,1664,605,1679)
dial-bottom-label: 28 xyxy=(232,365,246,380)
ross-sub: MUSIC, SPORTS & CYCLE DEPOT, REVELL STREET——HOKITIKA. xyxy=(179,1613,299,1645)
squares-label xyxy=(772,288,842,306)
divider xyxy=(772,1226,932,1227)
bargain-house-heading: THE BARGAIN HOUSE xyxy=(339,888,437,922)
square-price-row xyxy=(772,288,1104,306)
tennis-by: (By Telegraph—Per Press Association.) xyxy=(186,969,292,990)
